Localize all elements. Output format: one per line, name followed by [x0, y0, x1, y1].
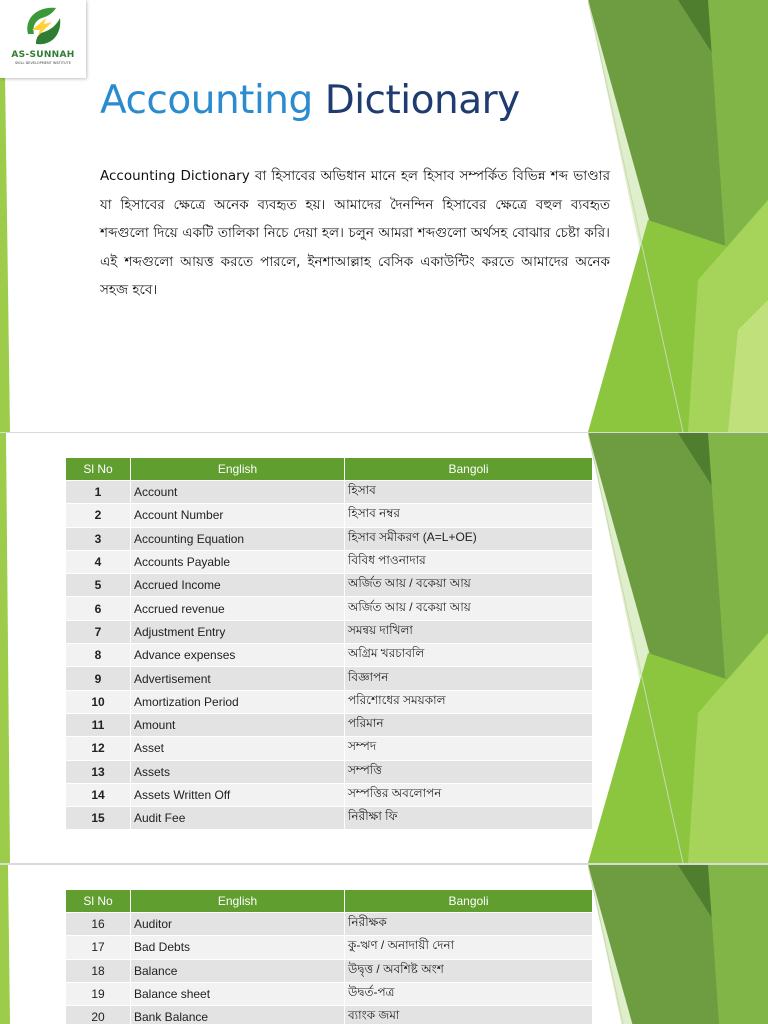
left-accent-bar [0, 865, 10, 1024]
table-row [66, 982, 593, 1005]
leaf-logo-icon [22, 4, 64, 48]
table-header-row [66, 890, 593, 913]
table-row [66, 737, 593, 760]
table-header-row [66, 458, 593, 481]
table-row [66, 690, 593, 713]
column-header-bangoli: Bangoli [345, 458, 593, 481]
cell-bangoli: অর্জিত আয় / বকেয়া আয় [345, 574, 593, 597]
cell-english: Assets Written Off [131, 783, 345, 806]
cell-sl: 16 [66, 913, 131, 936]
table-row [66, 481, 593, 504]
logo-org-name: AS-SUNNAH [11, 50, 75, 60]
slide-table-1 [0, 433, 768, 863]
cell-bangoli: বিবিধ পাওনাদার [345, 550, 593, 573]
cell-sl: 2 [66, 504, 131, 527]
cell-bangoli: পরিমান [345, 713, 593, 736]
cell-sl: 4 [66, 550, 131, 573]
table-row [66, 783, 593, 806]
cell-sl: 1 [66, 481, 131, 504]
table-row [66, 644, 593, 667]
cell-sl: 6 [66, 597, 131, 620]
cell-sl: 19 [66, 982, 131, 1005]
cell-sl: 20 [66, 1006, 131, 1024]
cell-sl: 10 [66, 690, 131, 713]
column-header-sl: Sl No [66, 458, 131, 481]
table-row [66, 620, 593, 643]
cell-english: Account [131, 481, 345, 504]
cell-english: Account Number [131, 504, 345, 527]
cell-bangoli: পরিশোধের সময়কাল [345, 690, 593, 713]
table-row [66, 527, 593, 550]
column-header-sl: Sl No [66, 890, 131, 913]
cell-english: Auditor [131, 913, 345, 936]
cell-bangoli: হিসাব সমীকরণ (A=L+OE) [345, 527, 593, 550]
cell-sl: 11 [66, 713, 131, 736]
table-row [66, 574, 593, 597]
cell-bangoli: সম্পত্তি [345, 760, 593, 783]
table-row [66, 504, 593, 527]
column-header-english: English [131, 458, 345, 481]
intro-paragraph: Accounting Dictionary বা হিসাবের অভিধান মানে হল হিসাব সম্পর্কিত বিভিন্ন শব্দ ভাণ্ডার যা হিসাবের ক্ষেত্রে অনেক ব্যবহৃত হয়। আমাদের দৈনন্দিন হিসাবের ক্ষেত্রে বহুল ব্যবহৃত শব্দগুলো দিয়ে একটি তালিকা নিচে দেয়া হল। চলুন আমরা শব্দগুলো অর্থসহ বোঝার চেষ্টা করি। এই শব্দগুলো আয়ত্ত করতে পারলে, ইনশাআল্লাহ বেসিক একাউন্টিং করতে আমাদের অনেক সহজ হবে। [100, 168, 610, 298]
cell-english: Amount [131, 713, 345, 736]
column-header-english: English [131, 890, 345, 913]
cell-bangoli: হিসাব [345, 481, 593, 504]
cell-bangoli: সম্পদ [345, 737, 593, 760]
cell-sl: 3 [66, 527, 131, 550]
title-word-accounting: Accounting [100, 78, 313, 123]
cell-bangoli: সম্পত্তির অবলোপন [345, 783, 593, 806]
cell-english: Bank Balance [131, 1006, 345, 1024]
cell-bangoli: বিজ্ঞাপন [345, 667, 593, 690]
cell-bangoli: নিরীক্ষা ফি [345, 807, 593, 830]
cell-sl: 18 [66, 959, 131, 982]
cell-english: Accounts Payable [131, 550, 345, 573]
cell-sl: 13 [66, 760, 131, 783]
cell-english: Advance expenses [131, 644, 345, 667]
cell-bangoli: হিসাব নম্বর [345, 504, 593, 527]
table-row [66, 959, 593, 982]
cell-bangoli: উদ্বর্ত-পত্র [345, 982, 593, 1005]
cell-bangoli: অর্জিত আয় / বকেয়া আয় [345, 597, 593, 620]
cell-english: Amortization Period [131, 690, 345, 713]
cell-sl: 9 [66, 667, 131, 690]
slide-table-2 [0, 865, 768, 1024]
decorative-green-triangles [588, 433, 768, 863]
title-word-dictionary: Dictionary [324, 78, 520, 123]
cell-english: Accounting Equation [131, 527, 345, 550]
decorative-green-triangles [588, 865, 768, 1024]
dictionary-table-1 [65, 457, 593, 830]
cell-sl: 17 [66, 936, 131, 959]
column-header-bangoli: Bangoli [345, 890, 593, 913]
cell-bangoli: নিরীক্ষক [345, 913, 593, 936]
table-row [66, 760, 593, 783]
table-row [66, 913, 593, 936]
cell-english: Bad Debts [131, 936, 345, 959]
cell-bangoli: ব্যাংক জমা [345, 1006, 593, 1024]
cell-english: Assets [131, 760, 345, 783]
slide-intro [0, 0, 768, 432]
cell-english: Balance [131, 959, 345, 982]
table-row [66, 713, 593, 736]
decorative-green-triangles [588, 0, 768, 432]
logo-subtitle: SKILL DEVELOPMENT INSTITUTE [15, 61, 71, 65]
page-title [100, 78, 520, 123]
logo [0, 0, 86, 78]
cell-english: Accrued Income [131, 574, 345, 597]
dictionary-table-2 [65, 889, 593, 1024]
cell-bangoli: সমন্বয় দাখিলা [345, 620, 593, 643]
cell-bangoli: কু-ঋণ / অনাদায়ী দেনা [345, 936, 593, 959]
cell-bangoli: অগ্রিম খরচাবলি [345, 644, 593, 667]
table-row [66, 667, 593, 690]
table-row [66, 936, 593, 959]
cell-sl: 12 [66, 737, 131, 760]
cell-english: Asset [131, 737, 345, 760]
table-row [66, 807, 593, 830]
cell-english: Balance sheet [131, 982, 345, 1005]
cell-sl: 7 [66, 620, 131, 643]
cell-sl: 8 [66, 644, 131, 667]
cell-english: Adjustment Entry [131, 620, 345, 643]
table-row [66, 550, 593, 573]
left-accent-bar [0, 433, 10, 863]
cell-sl: 5 [66, 574, 131, 597]
cell-english: Advertisement [131, 667, 345, 690]
table-row [66, 597, 593, 620]
cell-sl: 15 [66, 807, 131, 830]
cell-bangoli: উদ্বৃত্ত / অবশিষ্ট অংশ [345, 959, 593, 982]
cell-english: Audit Fee [131, 807, 345, 830]
table-row [66, 1006, 593, 1024]
cell-english: Accrued revenue [131, 597, 345, 620]
cell-sl: 14 [66, 783, 131, 806]
